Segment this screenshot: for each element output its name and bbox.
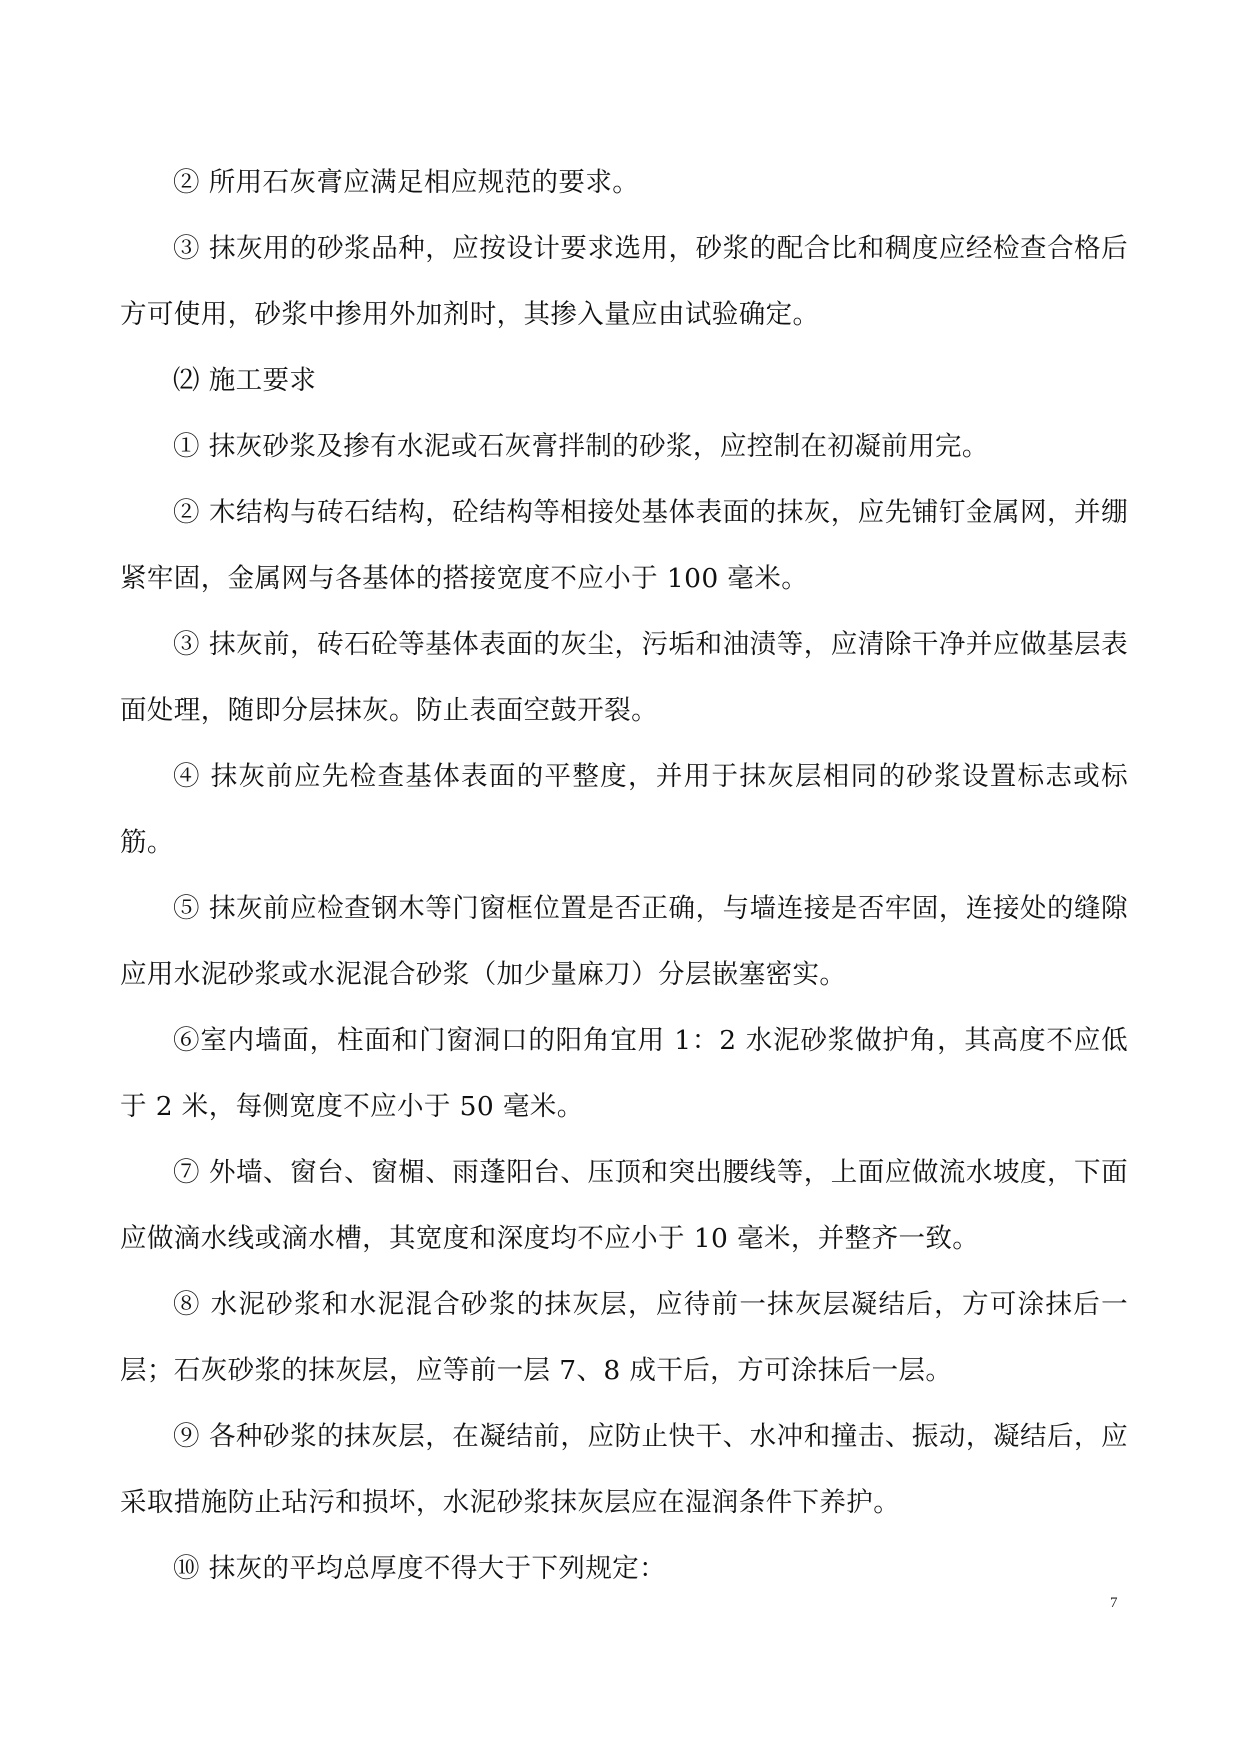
paragraph: ⑩ 抹灰的平均总厚度不得大于下列规定： bbox=[173, 1553, 667, 1584]
paragraph: ② 所用石灰膏应满足相应规范的要求。 bbox=[173, 167, 640, 198]
paragraph: ③ 抹灰前，砖石砼等基体表面的灰尘，污垢和油渍等，应清除干净并应做基层表面处理，随即分层抹灰。防止表面空鼓开裂。 bbox=[120, 629, 1128, 726]
paragraph: ⑥室内墙面，柱面和门窗洞口的阳角宜用 1：2 水泥砂浆做护角，其高度不应低于 2 米，每侧宽度不应小于 50 毫米。 bbox=[120, 1025, 1128, 1122]
page-number: 7 bbox=[1110, 1595, 1118, 1611]
paragraph: ⑨ 各种砂浆的抹灰层，在凝结前，应防止快干、水冲和撞击、振动，凝结后，应采取措施防止玷污和损坏，水泥砂浆抹灰层应在湿润条件下养护。 bbox=[120, 1421, 1128, 1518]
paragraph: ④ 抹灰前应先检查基体表面的平整度，并用于抹灰层相同的砂浆设置标志或标筋。 bbox=[120, 761, 1128, 858]
paragraph: ① 抹灰砂浆及掺有水泥或石灰膏拌制的砂浆，应控制在初凝前用完。 bbox=[173, 431, 989, 462]
paragraph: ② 木结构与砖石结构，砼结构等相接处基体表面的抹灰，应先铺钉金属网，并绷紧牢固，金属网与各基体的搭接宽度不应小于 100 毫米。 bbox=[120, 497, 1128, 594]
body-text bbox=[120, 150, 1128, 1602]
section-heading: ⑵ 施工要求 bbox=[173, 365, 317, 396]
paragraph: ⑤ 抹灰前应检查钢木等门窗框位置是否正确，与墙连接是否牢固，连接处的缝隙应用水泥砂浆或水泥混合砂浆（加少量麻刀）分层嵌塞密实。 bbox=[120, 893, 1128, 990]
paragraph: ⑦ 外墙、窗台、窗楣、雨蓬阳台、压顶和突出腰线等，上面应做流水坡度，下面应做滴水线或滴水槽，其宽度和深度均不应小于 10 毫米，并整齐一致。 bbox=[120, 1157, 1128, 1254]
paragraph: ③ 抹灰用的砂浆品种，应按设计要求选用，砂浆的配合比和稠度应经检查合格后方可使用，砂浆中掺用外加剂时，其掺入量应由试验确定。 bbox=[120, 233, 1128, 330]
paragraph: ⑧ 水泥砂浆和水泥混合砂浆的抹灰层，应待前一抹灰层凝结后，方可涂抹后一层；石灰砂浆的抹灰层，应等前一层 7、8 成干后，方可涂抹后一层。 bbox=[120, 1289, 1128, 1386]
